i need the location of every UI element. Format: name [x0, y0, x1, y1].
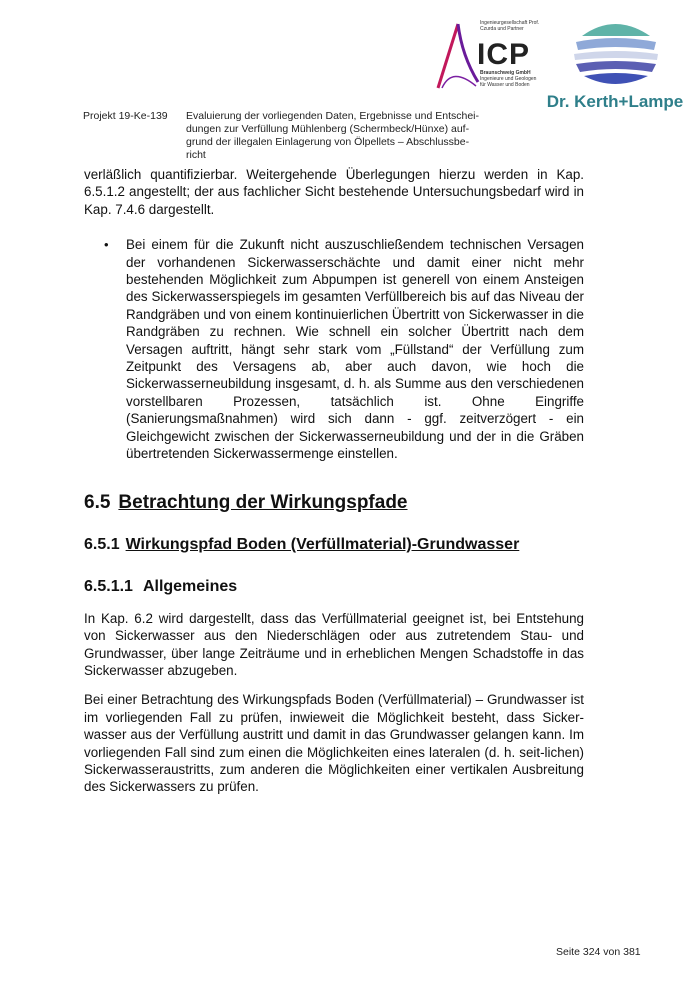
icp-sub2: Ingenieure und Geologen für Wasser und Boden	[480, 76, 537, 88]
kerth-lampe-logo	[540, 14, 690, 114]
header-description-line: dungen zur Verfüllung Mühlenberg (Schermbeck/Hünxe) auf-	[186, 123, 470, 135]
kerth-lampe-name: Dr. Kerth+Lampe	[546, 92, 684, 111]
subsection-title: Wirkungspfad Boden (Verfüllmaterial)-Grundwasser	[125, 535, 520, 553]
header-description	[186, 110, 486, 162]
section-heading-6-5	[84, 491, 584, 513]
icp-logo	[432, 16, 540, 92]
header-project-id: Projekt 19-Ke-139	[83, 110, 168, 122]
bullet-text: Bei einem für die Zukunft nicht auszuschließendem technischen Versagen der vorhandenen Sickerwasserschächte und damit einer nicht mehr bestehenden Möglichkeit zum Abpumpen ist generell von einem Ansteigen des Sickerwasserspiegels im gesamten Verfüllbereich bis auf das Niveau der Randgräben und von einem kontinuierlichen Übertritt von Sickerwasser in die Randgräben zu rechnen. Wie schnell ein solcher Übertritt nach dem Versagen auftritt, hängt sehr stark vom „Füllstand“ der Verfüllung zum Zeitpunkt des Versagens ab, aber auch davon, wie hoch die Sickerwasserneubildung insgesamt, d. h. als Summe aus den verschiedenen vorstellbaren Prozessen, tatsächlich ist. Ohne Eingriffe (Sanierungsmaßnahmen) wird sich dann - ggf. zeitverzögert - ein Gleichgewicht zwischen der Sickerwasserneubildung und der in die Gräben übertretenden Sickerwassermenge einstellen.	[126, 237, 584, 462]
header-description-line: richt	[186, 149, 206, 161]
section-title: Betrachtung der Wirkungspfade	[118, 491, 408, 513]
intro-paragraph: verläßlich quantifizierbar. Weitergehende Überlegungen hierzu werden in Kap. 6.5.1.2 angestellt; der aus fachlicher Sicht bestehende Untersuchungsbedarf wird in Kap. 7.4.6 dargestellt.	[84, 167, 584, 217]
icp-sub1: Braunschweig GmbH	[480, 70, 531, 76]
subsubsection-title: Allgemeines	[142, 578, 238, 596]
icp-name: ICP	[477, 38, 531, 71]
document-body	[84, 166, 584, 796]
bullet-marker: •	[104, 237, 109, 253]
icp-small-text: Ingenieurgesellschaft Prof. Czurda und Partner	[480, 20, 540, 32]
subsubsection-number: 6.5.1.1	[84, 578, 133, 596]
header-description-line: grund der illegalen Einlagerung von Ölpellets – Abschlussbe-	[186, 136, 470, 148]
subsubsection-heading-6-5-1-1	[84, 578, 584, 595]
paragraph-2: Bei einer Betrachtung des Wirkungspfads Boden (Verfüllmaterial) – Grundwasser ist im vorliegenden Fall zu prüfen, inwieweit die Möglichkeit besteht, dass Sicker-wasser aus der Verfüllung austritt und damit in das Grundwasser gelangen kann. Im vorliegenden Fall sind zum einen die Möglichkeiten eines lateralen (d. h. seit-lichen) Sickerwasseraustritts, zum anderen die Möglichkeiten einer vertikalen Ausbreitung des Sickerwassers zu prüfen.	[84, 692, 584, 795]
header-description-line: Evaluierung der vorliegenden Daten, Ergebnisse und Entschei-	[186, 110, 480, 122]
bullet-item	[84, 236, 584, 462]
paragraph-1: In Kap. 6.2 wird dargestellt, dass das Verfüllmaterial geeignet ist, bei Entstehung von Sickerwasser aus den Niederschlägen oder aus zutretendem Stau- und Grundwasser, über lange Zeiträume und in erheblichen Mengen Schadstoffe in das Sickerwasser abzugeben.	[84, 610, 584, 678]
section-number: 6.5	[84, 491, 111, 513]
subsection-number: 6.5.1	[84, 535, 120, 553]
subsection-heading-6-5-1	[84, 536, 584, 553]
kerth-lampe-emblem-icon	[540, 14, 690, 92]
icp-arc-icon	[432, 16, 480, 92]
page-number: Seite 324 von 381	[556, 946, 641, 958]
